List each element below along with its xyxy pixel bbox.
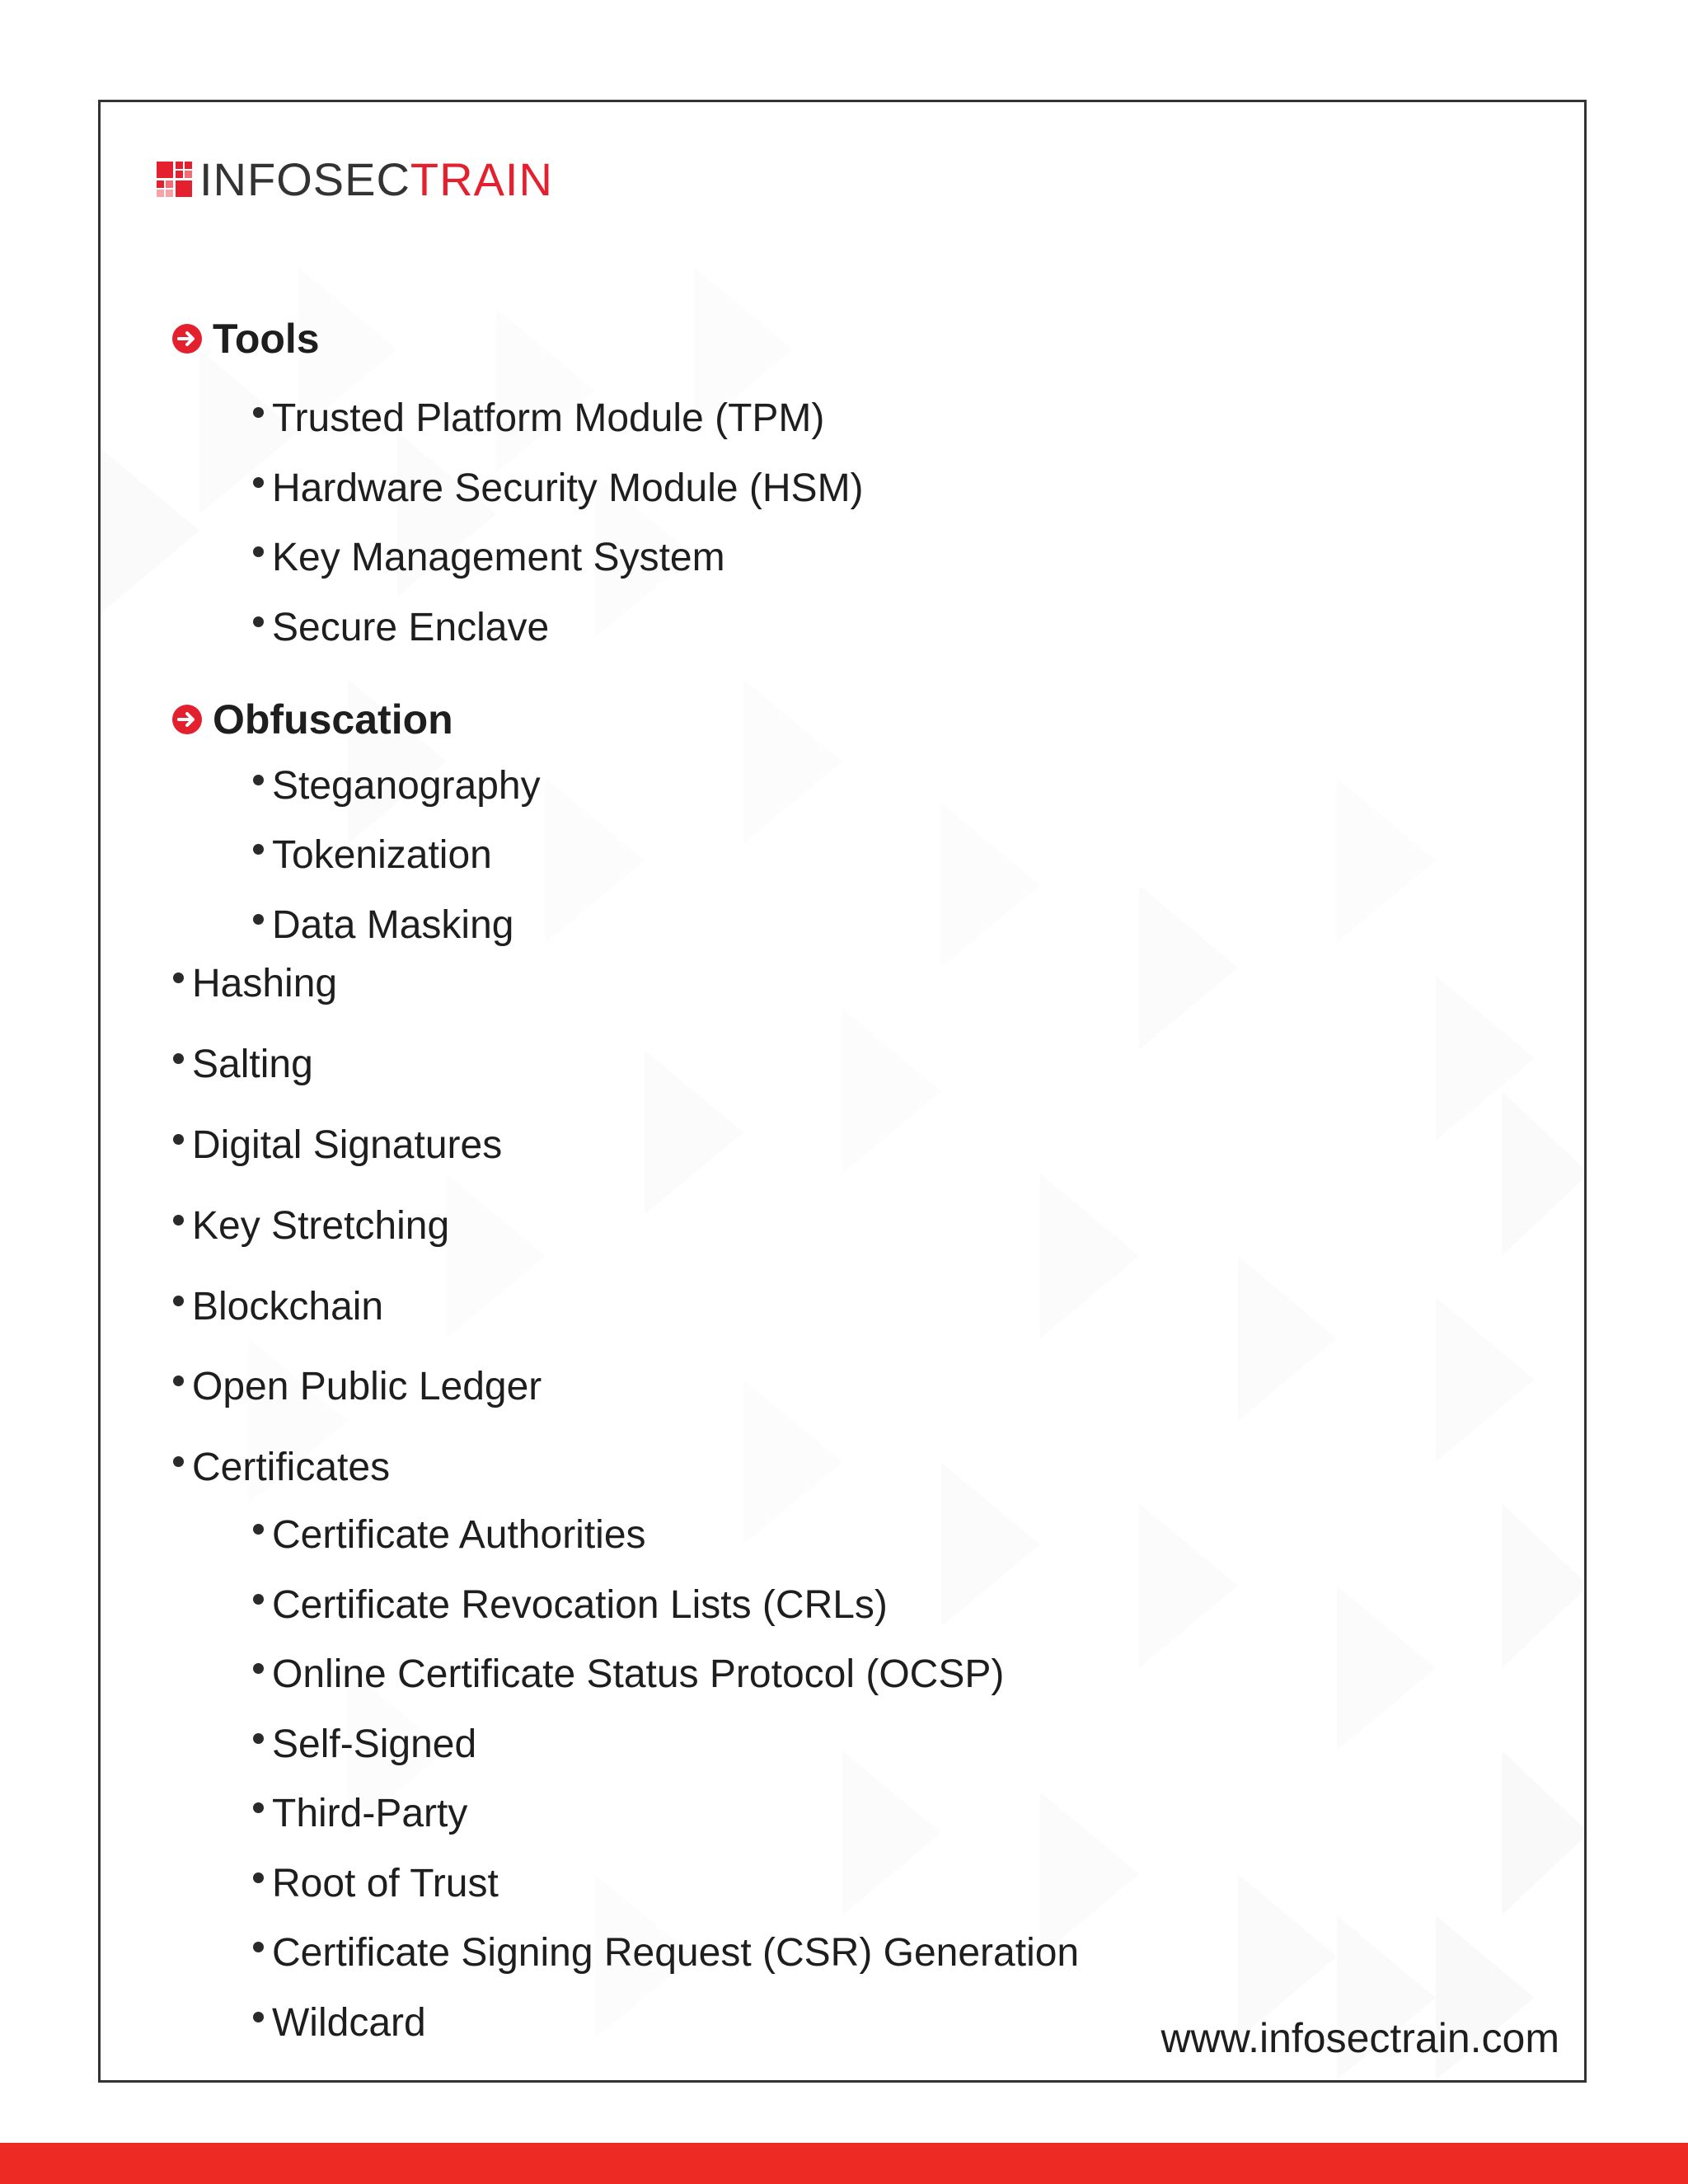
- bullet-icon: [253, 1733, 264, 1744]
- bullet-icon: [173, 1456, 184, 1467]
- list-item: [253, 1583, 888, 1627]
- bullet-icon: [253, 1663, 264, 1674]
- list-item: [173, 964, 337, 1004]
- list-item: [173, 1287, 383, 1327]
- bullet-icon: [253, 1872, 264, 1883]
- list-item-label: Third-Party: [272, 1792, 468, 1835]
- list-item: [253, 766, 541, 806]
- document-content: [101, 102, 1584, 2080]
- list-item: [253, 1652, 1005, 1696]
- bullet-icon: [253, 407, 264, 418]
- bullet-icon: [253, 2012, 264, 2022]
- content-frame: [98, 100, 1587, 2083]
- list-item-label: Tokenization: [272, 833, 492, 877]
- section-heading-tools: [171, 316, 320, 362]
- bullet-icon: [253, 914, 264, 925]
- bullet-icon: [173, 1134, 184, 1145]
- list-item-label: Certificate Signing Request (CSR) Generation: [272, 1931, 1080, 1975]
- list-item: [253, 1794, 467, 1834]
- list-item: [253, 396, 825, 440]
- list-item-label: Salting: [192, 1043, 313, 1086]
- bullet-icon: [253, 1942, 264, 1952]
- bullet-icon: [253, 844, 264, 855]
- list-item-label: Certificate Authorities: [272, 1513, 646, 1557]
- bullet-icon: [253, 775, 264, 785]
- list-item-label: Root of Trust: [272, 1862, 499, 1905]
- bullet-icon: [253, 477, 264, 488]
- bullet-icon: [173, 1053, 184, 1064]
- list-item-label: Hardware Security Module (HSM): [272, 466, 864, 510]
- section-heading-label: Obfuscation: [213, 696, 453, 743]
- list-item-label: Certificate Revocation Lists (CRLs): [272, 1583, 888, 1627]
- list-item-label: Online Certificate Status Protocol (OCSP): [272, 1652, 1005, 1696]
- bullet-icon: [253, 1524, 264, 1535]
- bullet-icon: [253, 1594, 264, 1605]
- list-item: [253, 466, 864, 510]
- list-item: [253, 903, 514, 947]
- list-item-label: Certificates: [192, 1446, 391, 1489]
- list-item: [253, 1864, 499, 1904]
- list-item: [173, 1448, 390, 1488]
- list-item: [253, 833, 492, 877]
- bullet-icon: [253, 546, 264, 557]
- list-item-label: Secure Enclave: [272, 606, 550, 649]
- footer-red-bar: [0, 2143, 1688, 2184]
- list-item: [253, 1513, 646, 1557]
- bullet-icon: [253, 1802, 264, 1813]
- list-item: [173, 1045, 313, 1085]
- bullet-icon: [253, 616, 264, 627]
- section-heading-obfuscation: [171, 696, 453, 743]
- brand-name-part1: INFOSEC: [199, 153, 410, 205]
- list-item: [173, 1204, 450, 1248]
- list-item-label: Steganography: [272, 764, 541, 808]
- list-item: [253, 2001, 426, 2045]
- list-item-label: Open Public Ledger: [192, 1365, 542, 1408]
- arrow-circle-right-icon: [171, 323, 203, 354]
- list-item-label: Key Management System: [272, 536, 725, 579]
- list-item: [173, 1367, 542, 1407]
- list-item: [253, 1722, 477, 1766]
- list-item: [253, 1933, 1079, 1973]
- website-link[interactable]: www.infosectrain.com: [1160, 2015, 1559, 2061]
- list-item-label: Blockchain: [192, 1285, 384, 1329]
- list-item-label: Digital Signatures: [192, 1123, 503, 1167]
- bullet-icon: [173, 1376, 184, 1386]
- list-item-label: Hashing: [192, 962, 338, 1005]
- bullet-icon: [173, 972, 184, 983]
- list-item-label: Trusted Platform Module (TPM): [272, 396, 825, 440]
- brand-name-part2: TRAIN: [410, 153, 553, 205]
- list-item-label: Key Stretching: [192, 1204, 450, 1248]
- bullet-icon: [173, 1215, 184, 1226]
- list-item-label: Wildcard: [272, 2001, 426, 2045]
- section-heading-label: Tools: [213, 316, 320, 362]
- list-item: [253, 608, 549, 648]
- list-item: [253, 538, 725, 578]
- list-item-label: Data Masking: [272, 903, 514, 947]
- bullet-icon: [173, 1296, 184, 1306]
- arrow-circle-right-icon: [171, 704, 203, 735]
- list-item-label: Self-Signed: [272, 1722, 477, 1766]
- list-item: [173, 1123, 503, 1167]
